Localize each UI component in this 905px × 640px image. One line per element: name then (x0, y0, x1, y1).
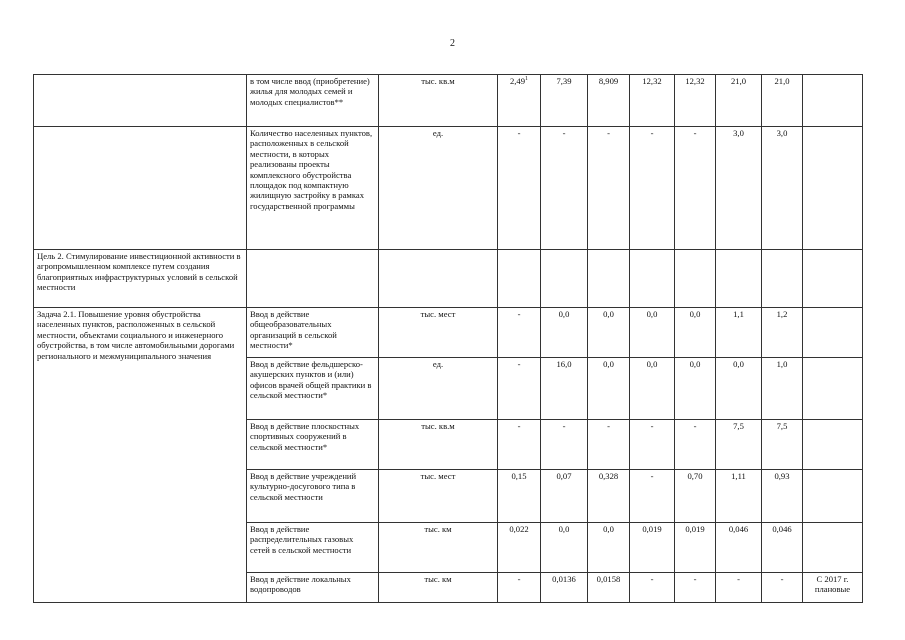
value-text: 0,0 (646, 359, 658, 369)
value-text: 0,70 (687, 471, 703, 481)
note-cell (803, 308, 863, 358)
value-text: 0,0 (689, 359, 701, 369)
unit-cell (379, 250, 498, 308)
value-cell (498, 573, 541, 603)
value-text: - (650, 574, 654, 584)
value-text: 8,909 (598, 76, 619, 86)
value-cell (675, 308, 716, 358)
value-cell (675, 573, 716, 603)
value-cell (675, 358, 716, 420)
unit-cell: тыс. км (379, 573, 498, 603)
unit-cell: тыс. мест (379, 470, 498, 523)
value-text: 7,5 (776, 421, 788, 431)
value-text: 0,022 (509, 524, 529, 534)
value-cell (675, 523, 716, 573)
value-cell (630, 420, 675, 470)
value-text: - (693, 421, 697, 431)
value-text: 0,0 (603, 524, 614, 534)
value-text: - (650, 128, 654, 138)
value-cell (498, 358, 541, 420)
table-row (34, 127, 863, 250)
value-text: - (650, 421, 654, 431)
value-text: 12,32 (642, 76, 662, 86)
value-text: 0,0 (558, 524, 570, 534)
note-cell (803, 420, 863, 470)
value-cell (588, 420, 630, 470)
value-text: - (562, 421, 566, 431)
value-text: - (607, 128, 610, 138)
value-cell (588, 308, 630, 358)
value-cell (762, 308, 803, 358)
value-text: 21,0 (774, 76, 790, 86)
value-text: - (737, 574, 740, 584)
value-cell (541, 420, 588, 470)
value-cell (762, 470, 803, 523)
value-cell (762, 420, 803, 470)
value-cell (541, 573, 588, 603)
value-text: 1,0 (776, 359, 788, 369)
value-cell (498, 308, 541, 358)
value-cell (588, 358, 630, 420)
indicator-cell: Ввод в действие учреждений культурно-досугового типа в сельской местности (247, 470, 379, 523)
value-text: 0,046 (772, 524, 792, 534)
note-cell (803, 523, 863, 573)
indicator-cell (247, 250, 379, 308)
value-text: - (607, 421, 610, 431)
unit-cell: тыс. кв.м (379, 75, 498, 127)
note-cell (803, 75, 863, 127)
goal-cell (34, 75, 247, 127)
value-cell (762, 250, 803, 308)
value-cell (541, 127, 588, 250)
value-text: 0,019 (685, 524, 705, 534)
note-cell (803, 470, 863, 523)
value-text: - (517, 574, 521, 584)
unit-cell: тыс. кв.м (379, 420, 498, 470)
value-text: 12,32 (685, 76, 705, 86)
indicator-cell: Количество населенных пунктов, расположенных в сельской местности, в которых реализованы проекты комплексного обустройства площадок под компактную жилищную застройку в рамках государственной программы (247, 127, 379, 250)
value-text: 0,046 (728, 524, 749, 534)
value-cell (498, 420, 541, 470)
value-cell (716, 308, 762, 358)
value-text: 0,019 (642, 524, 662, 534)
table-row (34, 75, 863, 127)
note-cell: С 2017 г. плановые (803, 573, 863, 603)
value-cell (716, 420, 762, 470)
value-text: 0,0 (558, 309, 570, 319)
value-cell (675, 250, 716, 308)
value-cell (630, 358, 675, 420)
value-text: 0,0136 (552, 574, 576, 584)
value-cell (630, 573, 675, 603)
value-text: 7,39 (556, 76, 572, 86)
value-cell (588, 523, 630, 573)
value-cell (716, 358, 762, 420)
value-cell (498, 250, 541, 308)
value-cell (588, 470, 630, 523)
goal-cell: Цель 2. Стимулирование инвестиционной активности в агропромышленном комплексе путем создания благоприятных инфраструктурных условий в сельской местности (34, 250, 247, 308)
value-cell (588, 127, 630, 250)
value-text: 0,0 (733, 359, 744, 369)
table-row (34, 250, 863, 308)
value-text: 7,5 (733, 421, 744, 431)
value-cell (498, 127, 541, 250)
value-text: 0,0158 (596, 574, 621, 584)
value-cell (762, 523, 803, 573)
note-cell (803, 358, 863, 420)
value-text: - (780, 574, 784, 584)
value-text: 0,0 (689, 309, 701, 319)
value-text: - (517, 359, 521, 369)
value-cell (541, 523, 588, 573)
unit-cell: ед. (379, 127, 498, 250)
value-cell (630, 308, 675, 358)
value-cell (762, 573, 803, 603)
value-cell (588, 75, 630, 127)
value-cell (675, 75, 716, 127)
value-cell (630, 470, 675, 523)
value-text: 0,07 (556, 471, 572, 481)
indicator-cell: Ввод в действие локальных водопроводов (247, 573, 379, 603)
page-number: 2 (450, 38, 455, 49)
value-cell (716, 470, 762, 523)
indicator-cell: Ввод в действие распределительных газовых сетей в сельской местности (247, 523, 379, 573)
value-text: 2,49 (509, 76, 526, 86)
indicator-cell: Ввод в действие общеобразовательных организаций в сельской местности* (247, 308, 379, 358)
unit-cell: тыс. мест (379, 308, 498, 358)
value-cell (588, 250, 630, 308)
note-cell (803, 250, 863, 308)
unit-cell: тыс. км (379, 523, 498, 573)
value-text: - (517, 309, 521, 319)
value-text: - (693, 574, 697, 584)
note-cell (803, 127, 863, 250)
value-text: 0,0 (603, 359, 614, 369)
value-text: 0,15 (511, 471, 527, 481)
value-text: 1,2 (776, 309, 788, 319)
value-cell (630, 75, 675, 127)
value-text: - (517, 421, 521, 431)
value-cell (588, 573, 630, 603)
goal-cell (34, 127, 247, 250)
value-text: 0,0 (646, 309, 658, 319)
value-cell (716, 523, 762, 573)
value-cell (762, 358, 803, 420)
indicators-table (33, 74, 863, 603)
unit-cell: ед. (379, 358, 498, 420)
goal-cell: Задача 2.1. Повышение уровня обустройства населенных пунктов, расположенных в сельской местности, объектами социального и инженерного обустройства, в том числе автомобильными дорогами регионального и межмуниципального значения (34, 308, 247, 603)
value-cell (541, 308, 588, 358)
value-cell (541, 358, 588, 420)
value-cell (716, 573, 762, 603)
value-cell (716, 250, 762, 308)
value-text: 0,93 (774, 471, 790, 481)
value-text: 0,328 (598, 471, 619, 481)
value-cell (716, 75, 762, 127)
value-cell (675, 420, 716, 470)
value-cell (675, 470, 716, 523)
value-text: 16,0 (556, 359, 572, 369)
value-text: 0,0 (603, 309, 614, 319)
value-cell (498, 75, 541, 127)
value-cell (762, 127, 803, 250)
value-text: 3,0 (733, 128, 744, 138)
value-cell (498, 470, 541, 523)
value-text: - (650, 471, 654, 481)
value-cell (498, 523, 541, 573)
value-cell (675, 127, 716, 250)
value-cell (541, 75, 588, 127)
value-text: 21,0 (730, 76, 747, 86)
value-text: - (562, 128, 566, 138)
value-cell (762, 75, 803, 127)
value-cell (630, 250, 675, 308)
table-row (34, 308, 863, 358)
value-text: - (693, 128, 697, 138)
indicator-cell: Ввод в действие фельдшерско-акушерских пунктов и (или) офисов врачей общей практики в сельской местности* (247, 358, 379, 420)
value-cell (541, 250, 588, 308)
value-text: 3,0 (776, 128, 788, 138)
value-cell (630, 523, 675, 573)
footnote-mark: 1 (525, 76, 529, 83)
indicator-cell: в том числе ввод (приобретение) жилья для молодых семей и молодых специалистов** (247, 75, 379, 127)
value-text: 1,11 (731, 471, 746, 481)
value-cell (716, 127, 762, 250)
value-cell (541, 470, 588, 523)
value-text: - (517, 128, 521, 138)
indicator-cell: Ввод в действие плоскостных спортивных сооружений в сельской местности* (247, 420, 379, 470)
value-text: 1,1 (733, 309, 744, 319)
value-cell (630, 127, 675, 250)
